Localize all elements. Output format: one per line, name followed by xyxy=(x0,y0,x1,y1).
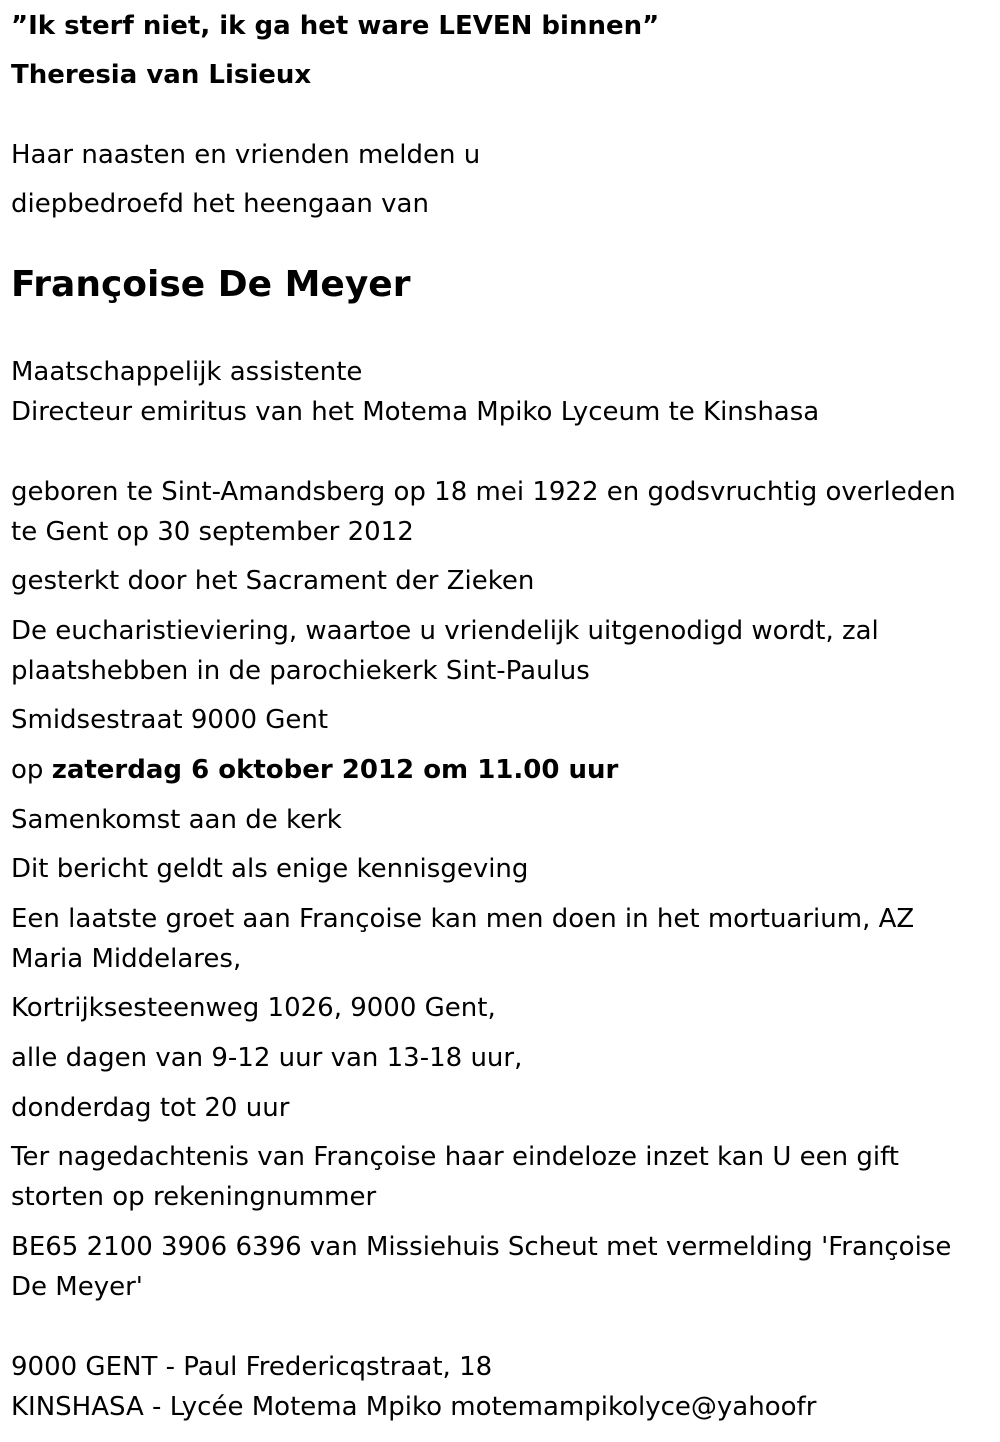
mass-text: De eucharistieviering, waartoe u vriendelijk uitgenodigd wordt, zal plaatshebben in de parochiekerk Sint-Paulus xyxy=(11,616,879,686)
gathering-text: Samenkomst aan de kerk xyxy=(11,805,342,835)
deceased-title-1: Maatschappelijk assistente xyxy=(11,357,363,387)
deceased-title-2: Directeur emiritus van het Motema Mpiko Lyceum te Kinshasa xyxy=(11,397,820,427)
church-address: Smidsestraat 9000 Gent xyxy=(11,705,329,735)
quote-text: ”Ik sterf niet, ik ga het ware LEVEN binnen” xyxy=(11,11,660,41)
contact-gent: 9000 GENT - Paul Fredericqstraat, 18 xyxy=(11,1352,493,1382)
service-date: zaterdag 6 oktober 2012 om 11.00 uur xyxy=(51,755,619,785)
account-text: BE65 2100 3906 6396 van Missiehuis Scheut met vermelding 'Françoise De Meyer' xyxy=(11,1232,952,1302)
notice-text: Dit bericht geldt als enige kennisgeving xyxy=(11,854,529,884)
service-date-prefix: op xyxy=(11,755,52,785)
visiting-hours: alle dagen van 9-12 uur van 13-18 uur, xyxy=(11,1043,523,1073)
deceased-name: Françoise De Meyer xyxy=(11,264,411,305)
farewell-address: Kortrijksesteenweg 1026, 9000 Gent, xyxy=(11,993,496,1023)
intro-line-2: diepbedroefd het heengaan van xyxy=(11,189,429,219)
contact-kinshasa: KINSHASA - Lycée Motema Mpiko motemampikolyce@yahoofr xyxy=(11,1392,817,1422)
gift-text: Ter nagedachtenis van Françoise haar eindeloze inzet kan U een gift storten op rekeningnummer xyxy=(11,1142,899,1212)
intro-line-1: Haar naasten en vrienden melden u xyxy=(11,140,481,170)
sacrament-text: gesterkt door het Sacrament der Zieken xyxy=(11,566,535,596)
farewell-text: Een laatste groet aan Françoise kan men doen in het mortuarium, AZ Maria Middelares, xyxy=(11,904,915,974)
service-date-line xyxy=(11,750,618,790)
birth-death-text: geboren te Sint-Amandsberg op 18 mei 1922 en godsvruchtig overleden te Gent op 30 september 2012 xyxy=(11,477,956,547)
quote-author: Theresia van Lisieux xyxy=(11,60,312,90)
visiting-hours-thursday: donderdag tot 20 uur xyxy=(11,1093,290,1123)
